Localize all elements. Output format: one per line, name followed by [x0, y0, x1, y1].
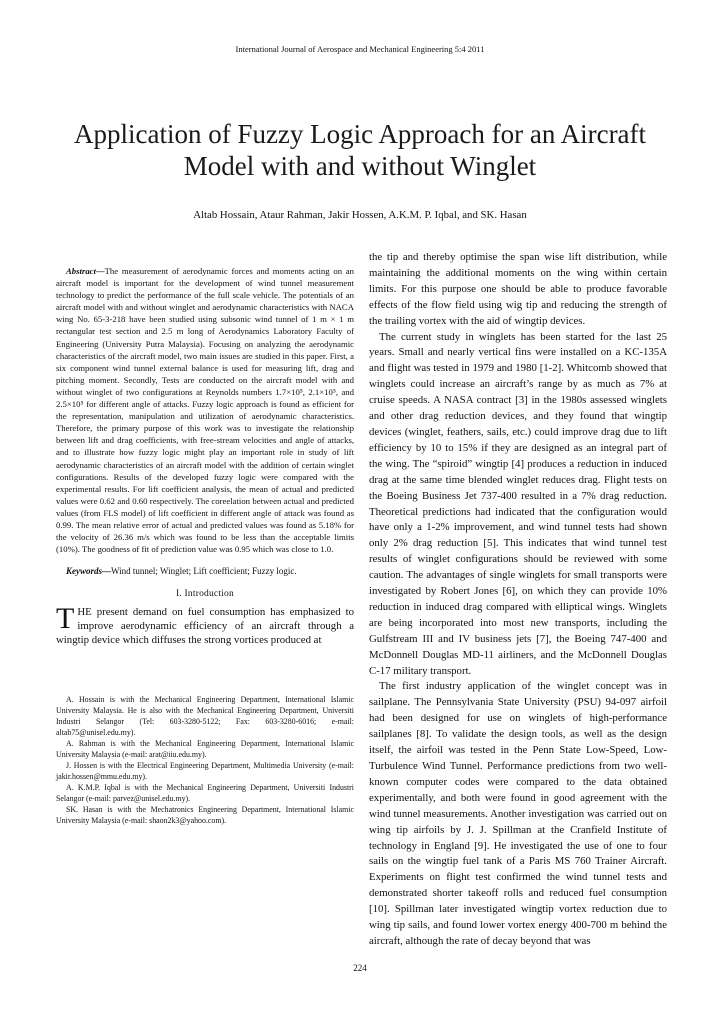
introduction-paragraph: [56, 602, 354, 647]
paper-title: Application of Fuzzy Logic Approach for an Aircraft Model with and without Winglet: [73, 119, 647, 181]
abstract-text: The measurement of aerodynamic forces and moments acting on an aircraft model is important for the development of wind tunnel measurement technology to predict the performance of the full scale vehicle. The potentials of an aircraft model with and without winglet and aerodynamic characteristics with NACA wing No. 65-3-218 have been studied using subsonic wind tunnel of 1 m × 1 m rectangular test section and 2.5 m long of Aerodynamics Laboratory Faculty of Engineering (University Putra Malaysia). Focusing on analyzing the aerodynamic characteristics of the aircraft model, two main issues are studied in this paper. First, a six component wind tunnel external balance is used for measuring lift, drag and pitching moment. Secondly, Tests are conducted on the aircraft model with and without winglet of two configurations at Reynolds numbers 1.7×10⁵, 2.1×10⁵, and 2.5×10⁵ for different angle of attacks. Fuzzy logic approach is found as efficient for the representation, manipulation and utilization of aerodynamic characteristics. Therefore, the primary purpose of this work was to investigate the relationship between lift and drag coefficients, with free-stream velocities and angle of attacks, and to illustrate how fuzzy logic might play an important role in study of lift aerodynamic characteristics of an aircraft model with the addition of certain winglet configurations. Results of the developed fuzzy logic were compared with the experimental results. For lift coefficient analysis, the mean of actual and predicted values were 0.62 and 0.60 respectively. The coreelation between actual and predicted values (from FLS model) of lift coefficient in different angle of attack was found as 0.99. The mean relative error of actual and predicted values was found as 5.18% for the velocity of 26.36 m/s which was found to be less than the acceptable limits (10%). The goodness of fit of prediction value was 0.95 which was close to 1.0.: [56, 266, 354, 555]
footnote: SK. Hasan is with the Mechatronics Engineering Department, International Islamic University Malaysia (e-mail: shaon2k3@yahoo.com).: [56, 804, 354, 825]
journal-header: International Journal of Aerospace and Mechanical Engineering 5:4 2011: [235, 44, 485, 54]
footnote: J. Hossen is with the Electrical Engineering Department, Multimedia University (e-mail: jakir.hossen@mmu.edu.my).: [56, 760, 354, 781]
author-list: Altab Hossain, Ataur Rahman, Jakir Hossen, A.K.M. P. Iqbal, and SK. Hasan: [193, 209, 527, 221]
keywords-text: Wind tunnel; Winglet; Lift coefficient; Fuzzy logic.: [111, 566, 297, 577]
body-paragraph: the tip and thereby optimise the span wise lift distribution, while maintaining the additional moments on the wing within certain limits. For this purpose one should be able to produce favorable effects of the flow field using wig tip and reducing the strength of the trailing vortex with the aid of wingtip devices.: [369, 251, 667, 327]
abstract-label: Abstract—: [66, 266, 105, 276]
right-column: [369, 250, 667, 950]
abstract: [56, 265, 354, 555]
footnote: A. Hossain is with the Mechanical Engineering Department, International Islamic University Malaysia. He is also with the Mechanical Engineering Department, Universiti Industri Selangor (Tel: 603-3280-5122; Fax: 603-3280-6016; e-mail: altab75@unisel.edu.my).: [56, 694, 354, 737]
left-column: [56, 265, 354, 826]
keywords-label: Keywords—: [66, 566, 111, 577]
page-number: 224: [353, 963, 367, 973]
drop-cap: T: [56, 602, 75, 636]
author-footnotes: [56, 694, 354, 826]
footnote: A. K.M.P. Iqbal is with the Mechanical Engineering Department, Universiti Industri Selangor (e-mail: parvez@unisel.edu.my).: [56, 782, 354, 803]
body-paragraph: The first industry application of the winglet concept was in sailplane. The Pennsylvania State University (PSU) 94-097 airfoil had been designed for use on winglets of high-performance sailplanes [8]. To validate the design tools, as well as the design itself, the airfoil was tested in the Penn State Low-Speed, Low-Turbulence Wind Tunnel. Performance predictions from two well-known computer codes were compared to the data obtained experimentally, and both were found in good agreement with the wind tunnel measurements. Another investigation was carried out on wing tip airfoils by J. J. Spillman at the Cranfield Institute of technology in England [9]. He investigated the use of one to four sails on the wingtip fuel tank of a Paris MS 760 Trainer Aircraft. Experiments on flight test confirmed the wind tunnel tests and demonstrated shorter takeoff rolls and reduced fuel consumption [10]. Spillman later investigated wingtip vortex reduction due to wing tip sails, and found lower vortex energy 400-700 m behind the aircraft, although the rate of decay beyond that was: [369, 680, 667, 947]
keywords: [56, 565, 354, 577]
body-paragraph: The current study in winglets has been started for the last 25 years. Small and nearly vertical fins were installed on a KC-135A and flight was tested in 1979 and 1980 [1-2]. Whitcomb showed that winglets could increase an aircraft’s range by as much as 7% at cruise speeds. A NASA contract [3] in the 1980s assessed winglets and other drag reduction devices, and they found that wingtip devices (winglet, feathers, sails, etc.) could improve drag due to lift efficiency by 10 to 15% if they are designed as an integral part of the wing. The “spiroid” wingtip [4] produces a reduction in induced drag at the same time blended winglet reduces drag. Flight tests on the Boeing Business Jet 737-400 resulted in a 7% drag reduction. Theoretical predictions had indicated that the configuration would have only a 1-2% improvement, and wind tunnel tests had shown only 2% drag reduction [5]. This indicates that wind tunnel test results of winglet configurations should be reviewed with some caution. The advantages of single winglets for small transports were investigated by Robert Jones [6], on which they can provide 10% reduction in induced drag compared with elliptical wings. Winglets are being incorporated into most new transports, including the Gulfstream III and IV business jets [7], the Boeing 747-400 and McDonnell Douglas MD-11 airliners, and the McDonnell Douglas C-17 military transport.: [369, 330, 667, 677]
section-heading-introduction: I. Introduction: [176, 589, 234, 600]
footnote: A. Rahman is with the Mechanical Engineering Department, International Islamic University Malaysia (e-mail: arat@iiu.edu.my).: [56, 738, 354, 759]
introduction-text: HE present demand on fuel consumption has emphasized to improve aerodynamic efficiency of an aircraft through a wingtip device which diffuses the strong vortices produced at: [56, 606, 354, 647]
